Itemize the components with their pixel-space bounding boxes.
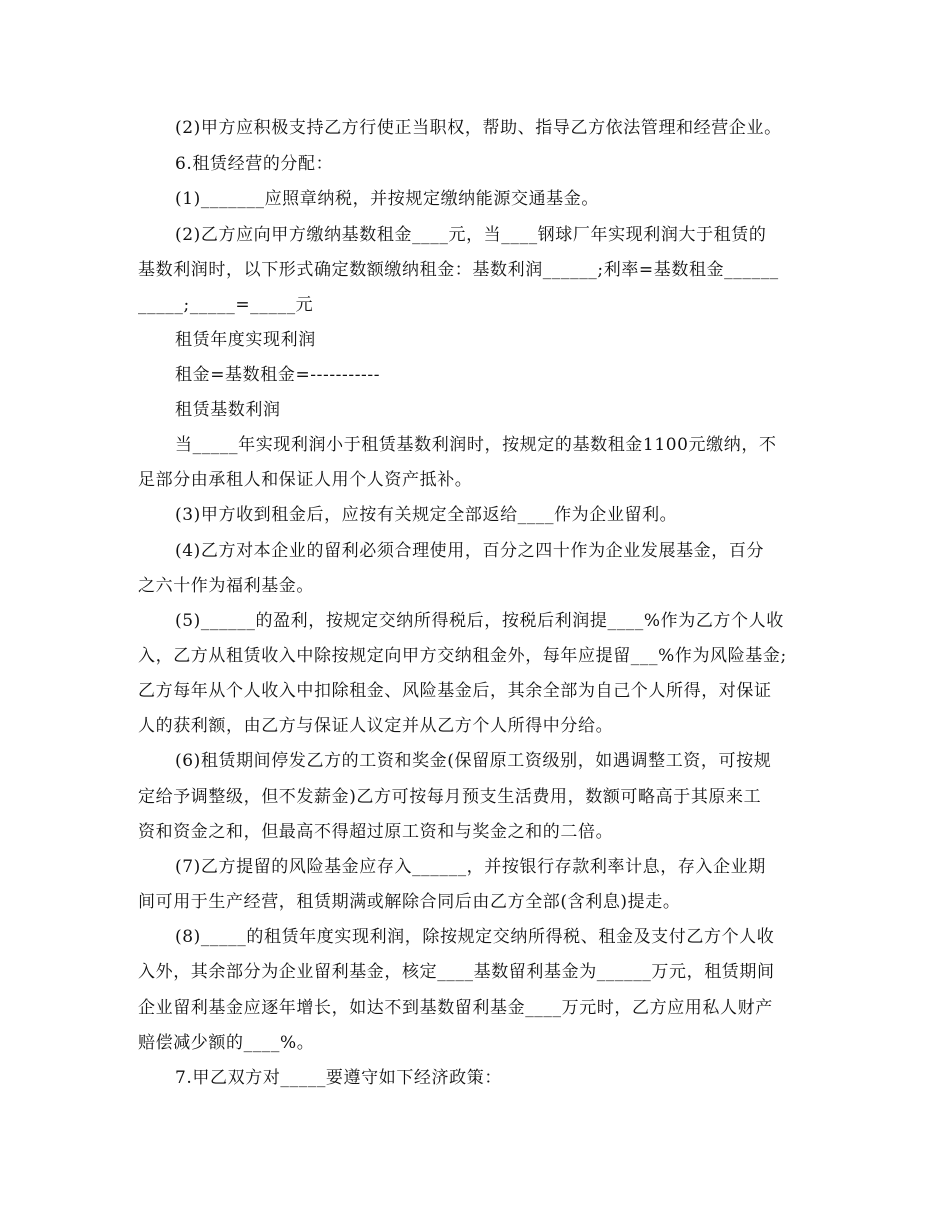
text-line: 入，乙方从租赁收入中除按规定向甲方交纳租金外，每年应提留___%作为风险基金; [138,646,787,666]
text-line: 定给予调整级，但不发薪金)乙方可按每月预支生活费用，数额可略高于其原来工 [138,787,762,807]
section-heading: 7.甲乙双方对_____要遵守如下经济政策： [175,1068,502,1088]
text-line: 乙方每年从个人收入中扣除租金、风险基金后，其余全部为自己个人所得，对保证 [138,681,772,701]
text-line: (2)甲方应积极支持乙方行使正当职权，帮助、指导乙方依法管理和经营企业。 [175,118,782,138]
text-line: 当_____年实现利润小于租赁基数利润时，按规定的基数租金1100元缴纳，不 [175,435,777,455]
text-line: 企业留利基金应逐年增长，如达不到基数留利基金____万元时，乙方应用私人财产 [138,998,773,1018]
text-line: (2)乙方应向甲方缴纳基数租金____元，当____钢球厂年实现利润大于租赁的 [175,225,767,245]
text-line: (3)甲方收到租金后，应按有关规定全部返给____作为企业留利。 [175,505,678,525]
text-line: 间可用于生产经营，租赁期满或解除合同后由乙方全部(含利息)提走。 [138,892,681,912]
text-line: (6)租赁期间停发乙方的工资和奖金(保留原工资级别，如遇调整工资，可按规 [175,751,772,771]
formula-numerator: 租赁年度实现利润 [175,330,316,350]
section-heading: 6.租赁经营的分配： [175,154,334,174]
text-line: 人的获利额，由乙方与保证人议定并从乙方个人所得中分给。 [138,716,614,736]
text-line: 资和资金之和，但最高不得超过原工资和与奖金之和的二倍。 [138,822,614,842]
text-line: _____;_____=_____元 [138,295,314,315]
text-line: (4)乙方对本企业的留利必须合理使用，百分之四十作为企业发展基金，百分 [175,541,765,561]
text-line: 之六十作为福利基金。 [138,576,314,596]
formula-line: 租金=基数租金=----------- [175,365,381,385]
text-line: (8)_____的租赁年度实现利润，除按规定交纳所得税、租金及支付乙方个人收 [175,927,775,947]
text-line: (7)乙方提留的风险基金应存入______，并按银行存款利率计息，存入企业期 [175,857,766,877]
text-line: 足部分由承租人和保证人用个人资产抵补。 [138,470,473,490]
text-line: (1)_______应照章纳税，并按规定缴纳能源交通基金。 [175,189,599,209]
text-line: 赔偿减少额的____%。 [138,1033,315,1053]
formula-denominator: 租赁基数利润 [175,400,281,420]
text-line: 入外，其余部分为企业留利基金，核定____基数留利基金为______万元，租赁期间 [138,962,775,982]
text-line: (5)______的盈利，按规定交纳所得税后，按税后利润提____%作为乙方个人收 [175,611,784,631]
text-line: 基数利润时，以下形式确定数额缴纳租金：基数利润______;利率=基数租金______ [138,260,779,280]
